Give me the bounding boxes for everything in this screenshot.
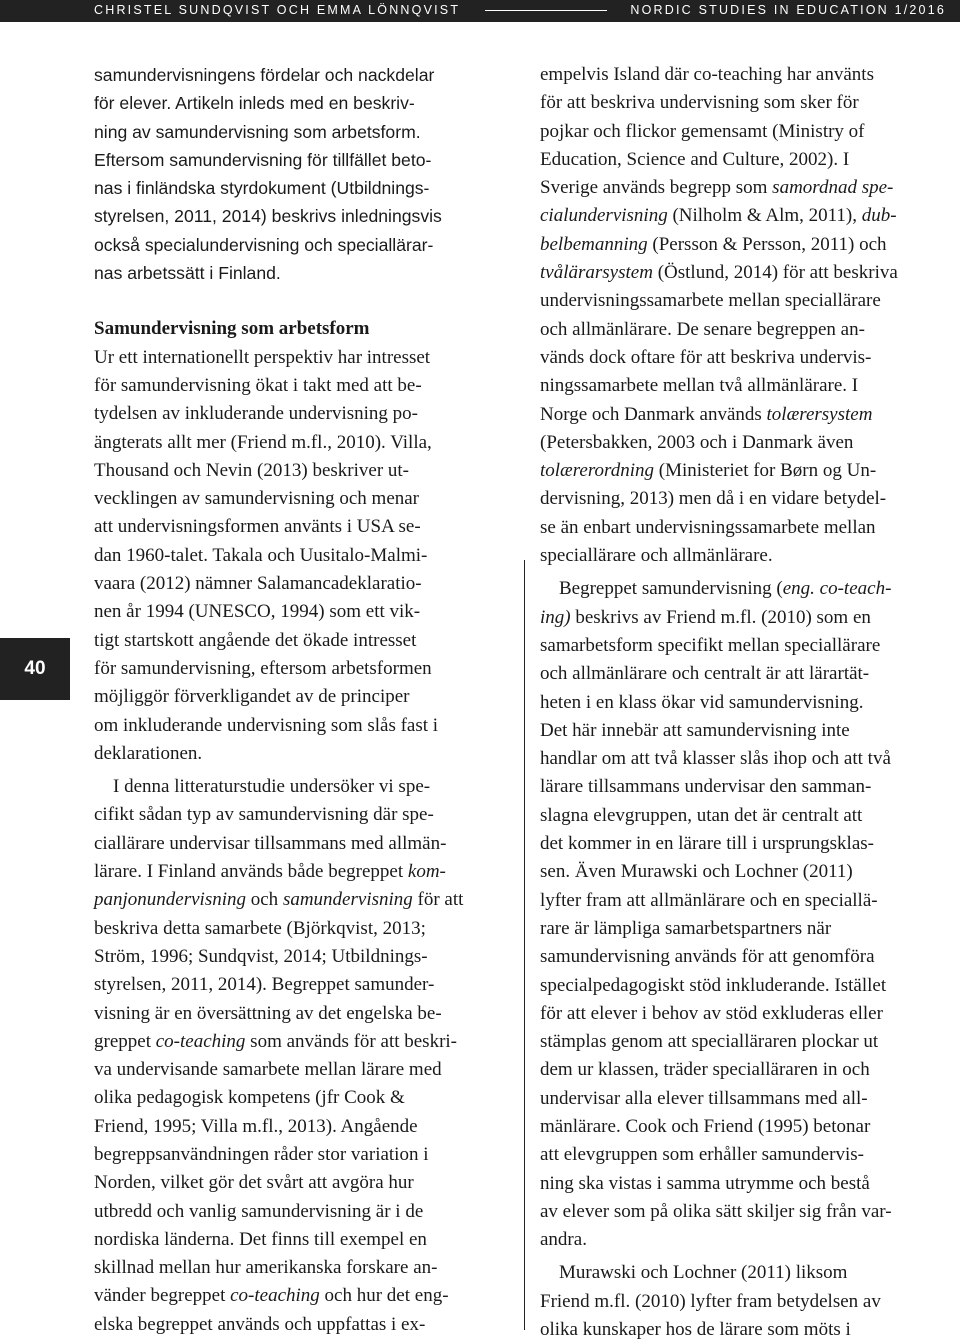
text-line: för samundervisning, eftersom arbetsformen	[94, 657, 432, 679]
text-line: pojkar och flickor gemensamt (Ministry of	[540, 120, 865, 142]
text-line: för att beskriva undervisning som sker för	[540, 92, 859, 114]
text-line: Det här innebär att samundervisning inte	[540, 719, 850, 741]
text-line: vänder begreppet co-teaching och hur det eng-	[94, 1285, 449, 1307]
text-line: ning ska vistas i samma utrymme och bestå	[540, 1172, 870, 1194]
text-line: se än enbart undervisningssamarbete mellan	[540, 516, 876, 538]
text-line: cifikt sådan typ av samundervisning där spe-	[94, 804, 434, 826]
text-line: andra.	[540, 1229, 587, 1251]
text-line: av elever som på olika sätt skiljer sig från var-	[540, 1200, 892, 1222]
body-paragraph	[540, 1259, 953, 1344]
text-line: empelvis Island där co-teaching har använts	[540, 64, 874, 85]
text-line: sen. Även Murawski och Lochner (2011)	[540, 861, 853, 883]
text-line: dan 1960-talet. Takala och Uusitalo-Malmi-	[94, 544, 428, 566]
text-line: I denna litteraturstudie undersöker vi spe-	[113, 776, 431, 798]
text-line: Norden, vilket gör det svårt att avgöra hur	[94, 1172, 414, 1194]
text-line: olika pedagogisk kompetens (jfr Cook &	[94, 1087, 405, 1109]
text-line: styrelsen, 2011, 2014). Begreppet samunder-	[94, 974, 435, 996]
text-line: och allmänlärare och centralt är att lärartät-	[540, 663, 870, 685]
text-line: vänds dock oftare för att beskriva undervis-	[540, 346, 872, 368]
column-divider	[524, 560, 525, 1330]
text-line: ciallärare undervisar tillsammans med allmän-	[94, 832, 447, 854]
text-line: möjliggör förverkligandet av de principer	[94, 686, 410, 708]
text-line: skillnad mellan hur amerikanska forskare an-	[94, 1257, 438, 1279]
body-paragraph	[540, 61, 953, 570]
text-line: rare är lämpliga samarbetspartners när	[540, 917, 832, 939]
intro-paragraph	[94, 61, 506, 287]
text-line: dervisning, 2013) men då i en vidare betydel-	[540, 488, 887, 510]
text-line: utbredd och vanlig samundervisning är i de	[94, 1200, 424, 1222]
text-line: mänlärare. Cook och Friend (1995) betonar	[540, 1115, 871, 1137]
text-line: tvålärarsystem (Östlund, 2014) för att beskriva	[540, 262, 898, 284]
text-line: dem ur klassen, träder specialläraren in och	[540, 1059, 870, 1081]
text-line: lärare. I Finland används både begreppet kom-	[94, 861, 446, 883]
header-authors: CHRISTEL SUNDQVIST OCH EMMA LÖNNQVIST	[94, 3, 461, 17]
body-paragraph	[540, 575, 953, 1254]
text-line: nordiska länderna. Det finns till exempel en	[94, 1228, 427, 1250]
text-line: greppet co-teaching som används för att beskri-	[94, 1030, 458, 1052]
text-line: (Petersbakken, 2003 och i Danmark även	[540, 431, 854, 453]
text-line: nas arbetssätt i Finland.	[94, 263, 281, 284]
text-line: Sverige används begrepp som samordnad spe-	[540, 177, 894, 199]
text-line: va undervisande samarbete mellan lärare med	[94, 1059, 442, 1081]
text-line: Friend m.fl. (2010) lyfter fram betydelsen av	[540, 1290, 881, 1312]
text-line: att undervisningsformen använts i USA se-	[94, 516, 421, 538]
text-line: det kommer in en lärare till i ursprungsklas-	[540, 833, 874, 855]
text-line: tigt startskott angående det ökade intresset	[94, 629, 417, 651]
text-line: Norge och Danmark används tolærersystem	[540, 403, 873, 425]
text-line: speciallärare och allmänlärare.	[540, 545, 773, 567]
text-line: styrelsen, 2011, 2014) beskrivs inledningsvis	[94, 206, 442, 227]
text-line: ningssamarbete mellan två allmänlärare. I	[540, 375, 859, 397]
text-line: Begreppet samundervisning (eng. co-teach-	[559, 578, 892, 600]
text-line: lyfter fram att allmänlärare och en speciallä-	[540, 889, 878, 911]
text-line: Thousand och Nevin (2013) beskriver ut-	[94, 459, 410, 481]
text-line: för att elever i behov av stöd exkluderas eller	[540, 1002, 883, 1024]
body-paragraph	[94, 773, 506, 1339]
text-line: tolærerordning (Ministeriet for Børn og Un-	[540, 460, 877, 482]
text-line: för samundervisning ökat i takt med att be-	[94, 374, 422, 396]
text-line: Friend, 1995; Villa m.fl., 2013). Angående	[94, 1115, 418, 1137]
text-line: vecklingen av samundervisning och menar	[94, 488, 420, 510]
text-line: begreppsanvändningen råder stor variation i	[94, 1143, 429, 1165]
text-line: Ur ett internationellt perspektiv har intresset	[94, 346, 431, 368]
text-line: för elever. Artikeln inleds med en beskriv-	[94, 93, 415, 114]
text-line: Ström, 1996; Sundqvist, 2014; Utbildnings-	[94, 945, 428, 967]
text-line: ing) beskrivs av Friend m.fl. (2010) som en	[540, 606, 871, 628]
text-line: stämplas genom att specialläraren plockar ut	[540, 1031, 879, 1053]
text-line: cialundervisning (Nilholm & Alm, 2011), dub-	[540, 205, 897, 227]
text-line: att elevgruppen som erhåller samundervis-	[540, 1144, 864, 1166]
text-line: också specialundervisning och speciallärar-	[94, 234, 434, 255]
text-line: Eftersom samundervisning för tillfället beto-	[94, 149, 432, 170]
text-line: specialpedagogiskt stöd inkluderande. Istället	[540, 974, 887, 996]
text-line: beskriva detta samarbete (Björkqvist, 2013;	[94, 917, 426, 939]
header-journal: NORDIC STUDIES IN EDUCATION 1/2016	[630, 3, 946, 17]
text-line: Murawski och Lochner (2011) liksom	[559, 1262, 848, 1284]
text-line: deklarationen.	[94, 742, 203, 764]
text-line: panjonundervisning och samundervisning för att	[94, 889, 464, 911]
left-column	[94, 61, 506, 1339]
text-line: belbemanning (Persson & Persson, 2011) och	[540, 233, 887, 255]
text-line: och allmänlärare. De senare begreppen an-	[540, 318, 865, 340]
text-line: samundervisningens fördelar och nackdelar	[94, 65, 435, 85]
text-line: samarbetsform specifikt mellan speciallärare	[540, 634, 881, 656]
section-heading: Samundervisning som arbetsform	[94, 318, 370, 340]
text-line: nas i finländska styrdokument (Utbildnings-	[94, 178, 430, 199]
body-paragraph	[94, 344, 506, 768]
text-line: lärare tillsammans undervisar den samman-	[540, 776, 872, 798]
text-line: samundervisning används för att genomföra	[540, 946, 875, 968]
text-line: ning av samundervisning som arbetsform.	[94, 121, 421, 142]
text-line: elska begreppet används och uppfattas i ex-	[94, 1313, 426, 1335]
header-rule	[485, 10, 607, 11]
text-line: vaara (2012) nämner Salamancadeklaratio-	[94, 573, 422, 595]
text-line: om inkluderande undervisning som slås fast i	[94, 714, 439, 736]
text-line: visning är en översättning av det engelska be-	[94, 1002, 442, 1024]
right-column	[540, 61, 953, 1344]
running-header	[0, 0, 960, 22]
text-line: slagna elevgruppen, utan det är centralt att	[540, 804, 863, 826]
text-line: undervisar alla elever tillsammans med all-	[540, 1087, 868, 1109]
text-line: tydelsen av inkluderande undervisning po-	[94, 403, 418, 425]
text-line: ängterats allt mer (Friend m.fl., 2010). Villa,	[94, 431, 432, 453]
text-line: undervisningssamarbete mellan speciallärare	[540, 290, 881, 312]
page-number: 40	[0, 638, 70, 700]
text-line: heten i en klass ökar vid samundervisning.	[540, 691, 864, 713]
text-line: nen år 1994 (UNESCO, 1994) som ett vik-	[94, 601, 421, 623]
text-line: handlar om att två klasser slås ihop och att två	[540, 748, 891, 770]
text-line: olika kunskaper hos de lärare som möts i	[540, 1319, 851, 1341]
text-line: Education, Science and Culture, 2002). I	[540, 148, 850, 170]
